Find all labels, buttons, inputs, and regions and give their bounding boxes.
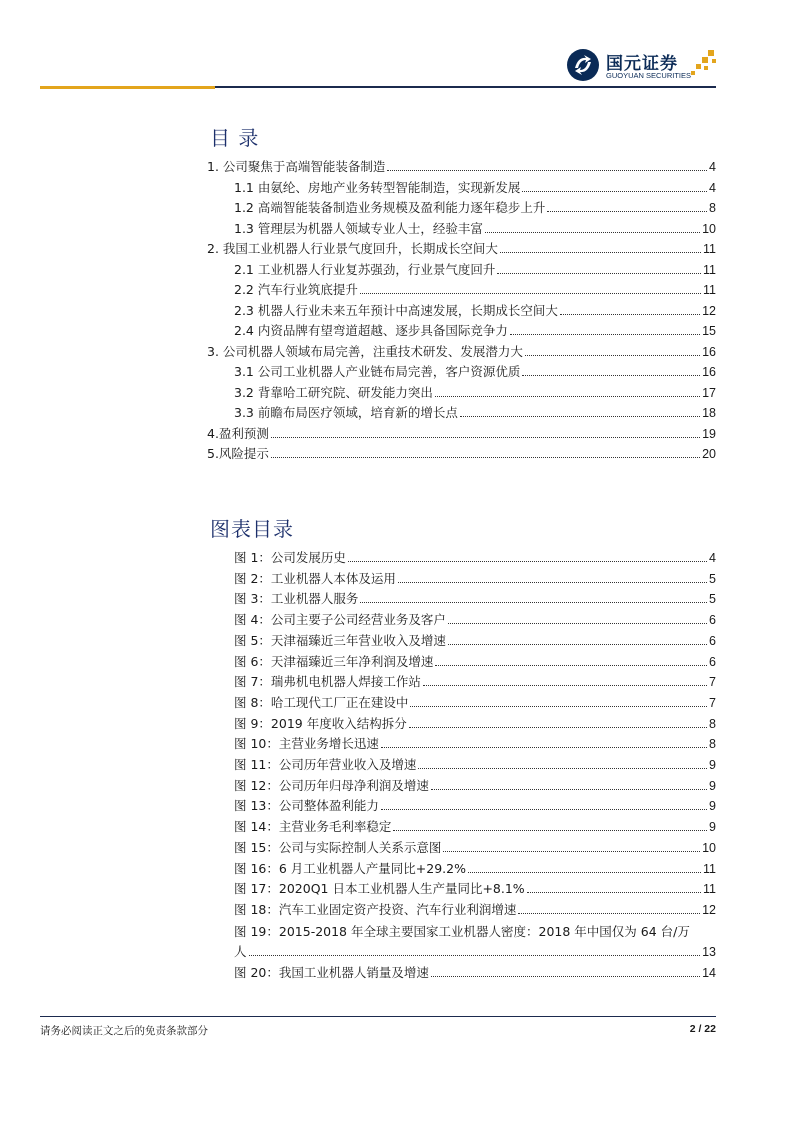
figure-list-item-label: 图 18：汽车工业固定资产投资、汽车行业利润增速	[234, 901, 517, 917]
figure-list-item-label: 图 15：公司与实际控制人关系示意图	[234, 839, 442, 855]
toc-item-label: 1.2 高端智能装备制造业务规模及盈利能力逐年稳步上升	[234, 200, 546, 215]
toc-item-page-number: 4	[709, 160, 716, 174]
toc-item-page-number: 11	[703, 283, 716, 297]
toc-item-page-number: 11	[703, 262, 716, 277]
leader-dots	[423, 673, 707, 686]
figure-list-item-label: 图 8：哈工现代工厂正在建设中	[234, 694, 409, 710]
figure-list-item-page-number: 5	[709, 592, 716, 607]
figure-list-item-label: 图 4：公司主要子公司经营业务及客户	[234, 612, 446, 628]
leader-dots	[271, 425, 700, 438]
toc-item-label: 1.1 由氨纶、房地产业务转型智能制造，实现新发展	[234, 179, 521, 195]
toc-item-page-number: 16	[702, 344, 716, 359]
figure-list-item-label: 图 13：公司整体盈利能力	[234, 798, 379, 814]
leader-dots	[522, 179, 707, 192]
figure-list-item[interactable]	[234, 549, 716, 569]
leader-dots	[398, 570, 707, 583]
toc-item-label: 3. 公司机器人领域布局完善，注重技术研发、发展潜力大	[207, 343, 523, 359]
figure-list-item-page-number: 11	[703, 882, 716, 897]
figure-list-item-page-number: 12	[702, 902, 716, 917]
figure-list-item-page-number: 9	[709, 799, 716, 814]
figure-list-item-page-number: 8	[709, 737, 716, 752]
figure-list-item[interactable]	[234, 860, 716, 880]
leader-dots	[360, 281, 701, 294]
figure-list-item-wrapped[interactable]	[234, 922, 716, 962]
leader-dots	[468, 860, 701, 873]
figure-list-item-label: 图 17：2020Q1 日本工业机器人生产量同比+8.1%	[234, 881, 525, 897]
leader-dots	[431, 964, 700, 977]
leader-dots	[497, 261, 701, 274]
figure-list-item-label: 图 5：天津福臻近三年营业收入及增速	[234, 632, 446, 648]
brand-dots-icon	[690, 50, 720, 80]
figure-list-item[interactable]	[234, 880, 716, 900]
figure-list-item[interactable]	[234, 735, 716, 755]
figure-list-item[interactable]	[234, 694, 716, 714]
figure-list-item-page-number: 11	[703, 861, 716, 876]
toc-item-page-number: 18	[702, 406, 716, 420]
toc-item-label: 2. 我国工业机器人行业景气度回升，长期成长空间大	[207, 241, 498, 256]
figure-list-item-label: 图 9：2019 年度收入结构拆分	[234, 715, 407, 731]
toc-item-label: 1.3 管理层为机器人领域专业人士，经验丰富	[234, 220, 483, 236]
leader-dots	[485, 220, 700, 233]
toc-item-label: 4.盈利预测	[207, 425, 269, 441]
figure-list-item-page-number: 8	[709, 716, 716, 731]
toc-item-label: 3.2 背靠哈工研究院、研发能力突出	[234, 384, 433, 400]
footer-disclaimer: 请务必阅读正文之后的免责条款部分	[40, 1025, 208, 1037]
figure-list-item[interactable]	[234, 797, 716, 817]
figure-list-item-label: 图 2：工业机器人本体及运用	[234, 570, 396, 586]
figure-list-item-label: 图 16：6 月工业机器人产量同比+29.2%	[234, 860, 466, 876]
figure-list-item-page-number: 9	[709, 758, 716, 772]
figure-list-item-page-number: 9	[709, 820, 716, 835]
toc-title: 目 录	[210, 126, 260, 150]
figures-title: 图表目录	[210, 517, 294, 541]
leader-dots	[527, 880, 701, 893]
figure-list-item[interactable]	[234, 570, 716, 590]
header-accent-rule	[40, 86, 215, 89]
leader-dots	[500, 240, 701, 253]
leader-dots	[448, 611, 707, 624]
leader-dots	[348, 549, 707, 562]
toc-item[interactable]	[207, 343, 716, 363]
leader-dots	[547, 199, 707, 212]
figure-list-item-page-number: 6	[709, 613, 716, 628]
leader-dots	[431, 777, 707, 790]
figure-list-item[interactable]	[234, 777, 716, 797]
leader-dots	[393, 818, 707, 831]
leader-dots	[435, 653, 707, 666]
figure-list-item-page-number: 9	[709, 778, 716, 793]
figure-list-item-label: 图 7：瑞弗机电机器人焊接工作站	[234, 674, 421, 690]
figure-list-item[interactable]	[234, 839, 716, 859]
footer-rule	[40, 1016, 716, 1017]
leader-dots	[460, 404, 700, 417]
leader-dots	[249, 943, 701, 956]
toc-item-page-number: 8	[709, 201, 716, 215]
toc-item[interactable]	[234, 322, 716, 342]
toc-item[interactable]	[207, 425, 716, 445]
figure-list-item[interactable]	[234, 653, 716, 673]
toc-item[interactable]	[234, 261, 716, 281]
figure-list-item[interactable]	[234, 632, 716, 652]
figure-list-item-page-number: 10	[702, 840, 716, 855]
leader-dots	[410, 694, 707, 707]
figure-list-item[interactable]	[234, 901, 716, 921]
brand-name-cn: 国元证券	[606, 54, 678, 74]
toc-item[interactable]	[234, 302, 716, 322]
figure-list-item-page-number: 6	[709, 654, 716, 669]
figure-list-item-page-number: 6	[709, 633, 716, 648]
company-logo	[566, 48, 726, 88]
figure-list-item-label: 图 11：公司历年营业收入及增速	[234, 757, 417, 772]
figure-list-item-page-number: 5	[709, 571, 716, 586]
toc-item-page-number: 15	[702, 324, 716, 338]
leader-dots	[387, 158, 707, 171]
figure-label: 图 20：我国工业机器人销量及增速	[234, 965, 429, 980]
leader-dots	[518, 901, 700, 914]
toc-item-page-number: 19	[702, 426, 716, 441]
toc-item[interactable]	[234, 384, 716, 404]
leader-dots	[435, 384, 700, 397]
toc-item-page-number: 12	[702, 303, 716, 318]
toc-item-page-number: 17	[702, 385, 716, 400]
leader-dots	[510, 322, 700, 335]
leader-dots	[443, 839, 700, 852]
toc-item[interactable]	[207, 158, 716, 178]
toc-item[interactable]	[234, 281, 716, 301]
toc-item[interactable]	[207, 445, 716, 465]
leader-dots	[522, 363, 700, 376]
figure-list-item[interactable]	[234, 611, 716, 631]
leader-dots	[271, 445, 700, 458]
leader-dots	[409, 715, 707, 728]
leader-dots	[360, 590, 707, 603]
toc-item[interactable]	[234, 220, 716, 240]
figure-list-item[interactable]	[234, 590, 716, 610]
brand-name-en: GUOYUAN SECURITIES	[606, 71, 692, 80]
leader-dots	[448, 632, 707, 645]
toc-item-label: 2.4 内资品牌有望弯道超越、逐步具备国际竞争力	[234, 323, 508, 338]
toc-item-label: 2.2 汽车行业筑底提升	[234, 282, 358, 297]
toc-item[interactable]	[234, 404, 716, 424]
figure-page-number: 13	[702, 945, 716, 959]
figure-list-item-page-number: 7	[709, 695, 716, 710]
leader-dots	[381, 735, 707, 748]
figure-page-number: 14	[702, 966, 716, 980]
figure-list-item-label: 图 3：工业机器人服务	[234, 591, 359, 607]
figure-list-item-label: 图 10：主营业务增长迅速	[234, 736, 379, 752]
figure-list-item-page-number: 4	[709, 551, 716, 565]
toc-item-label: 2.1 工业机器人行业复苏强劲，行业景气度回升	[234, 261, 496, 277]
figure-list-item-label: 图 1：公司发展历史	[234, 550, 346, 565]
footer-page-number: 2 / 22	[689, 1023, 716, 1035]
leader-dots	[525, 343, 700, 356]
figure-list-item-page-number: 7	[709, 675, 716, 690]
figure-list-item-last[interactable]	[234, 964, 716, 984]
toc-item[interactable]	[207, 240, 716, 260]
guoyuan-logo-icon	[566, 48, 600, 82]
toc-item-label: 2.3 机器人行业未来五年预计中高速发展，长期成长空间大	[234, 302, 558, 318]
figure-list-item[interactable]	[234, 756, 716, 776]
toc-item-page-number: 4	[709, 180, 716, 195]
toc-item-page-number: 20	[702, 447, 716, 461]
toc-item-label: 3.3 前瞻布局医疗领域，培育新的增长点	[234, 405, 458, 420]
toc-item-page-number: 11	[703, 242, 716, 256]
figure-list-item-label: 图 6：天津福臻近三年净利润及增速	[234, 653, 434, 669]
toc-item[interactable]	[234, 199, 716, 219]
toc-item-label: 5.风险提示	[207, 446, 269, 461]
figure-list-item[interactable]	[234, 673, 716, 693]
leader-dots	[381, 797, 707, 810]
toc-item-label: 3.1 公司工业机器人产业链布局完善，客户资源优质	[234, 364, 521, 379]
figure-list-item[interactable]	[234, 715, 716, 735]
leader-dots	[418, 756, 707, 769]
figure-label-line1: 图 19：2015-2018 年全球主要国家工业机器人密度：2018 年中国仅为 64 台/万	[234, 924, 690, 939]
figure-list-item-label: 图 14：主营业务毛利率稳定	[234, 819, 392, 835]
figure-list-item[interactable]	[234, 818, 716, 838]
toc-item-page-number: 16	[702, 365, 716, 379]
toc-item-page-number: 10	[702, 221, 716, 236]
toc-item[interactable]	[234, 363, 716, 383]
figure-list-item-label: 图 12：公司历年归母净利润及增速	[234, 777, 429, 793]
toc-item[interactable]	[234, 179, 716, 199]
figure-label-line2: 人	[234, 944, 247, 959]
toc-item-label: 1. 公司聚焦于高端智能装备制造	[207, 159, 386, 174]
leader-dots	[560, 302, 700, 315]
